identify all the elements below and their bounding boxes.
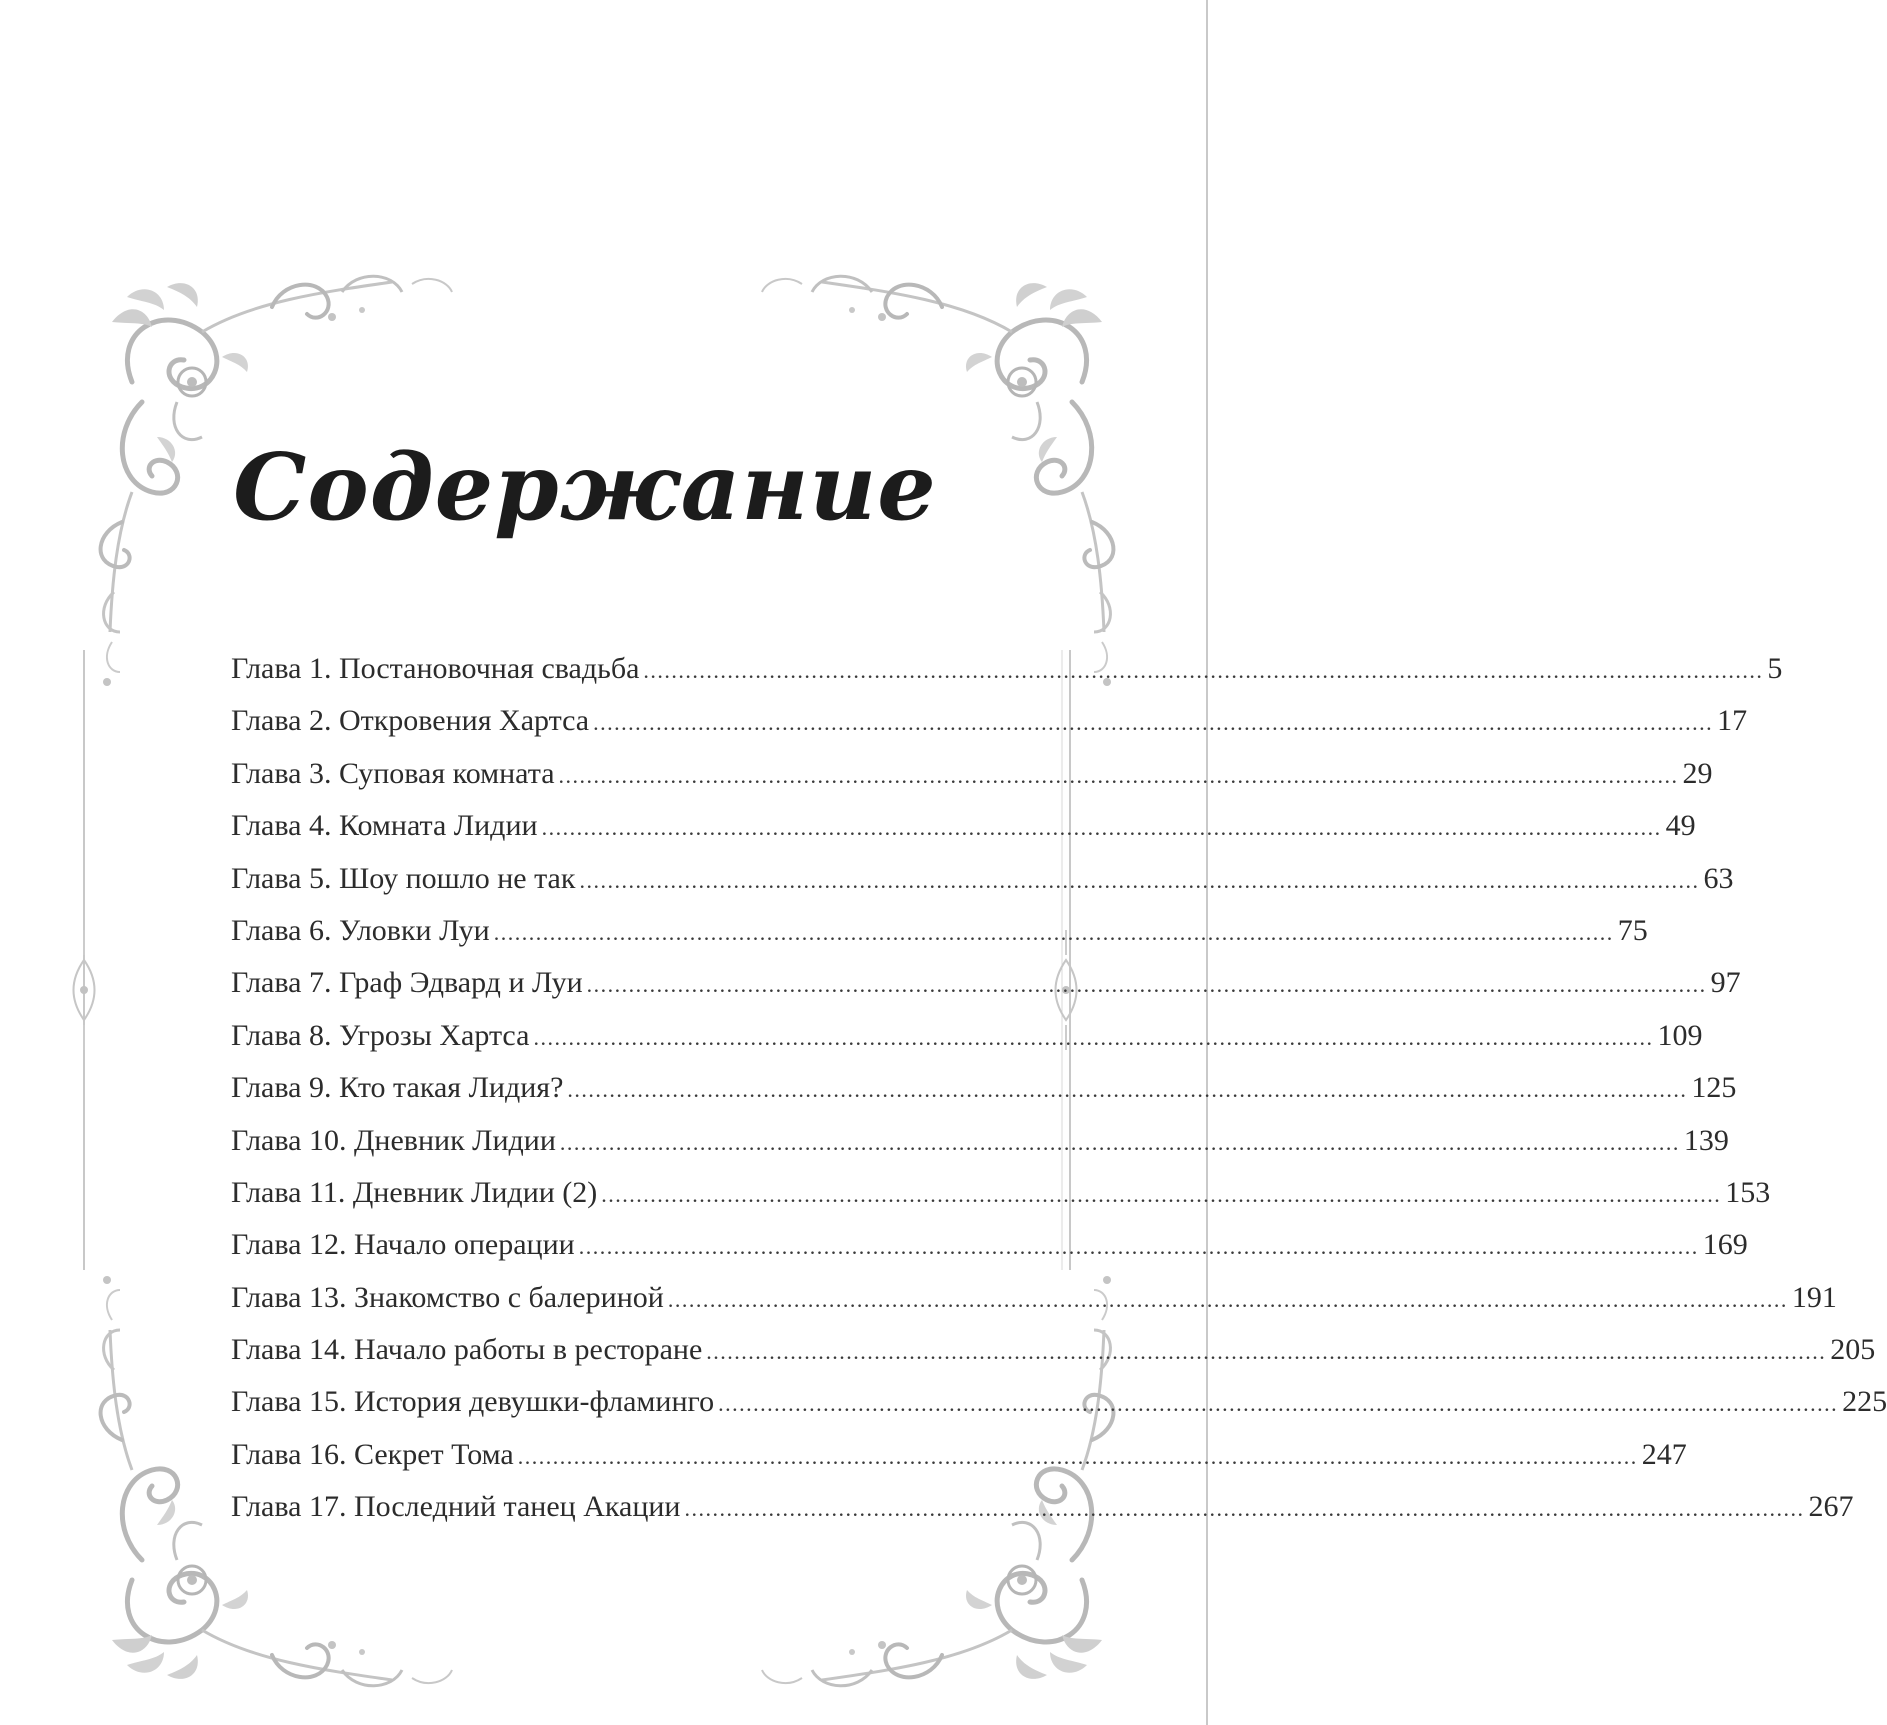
- toc-entry[interactable]: [231, 652, 1783, 704]
- toc-chapter-title: Глава 5. Шоу пошло не так: [231, 861, 576, 895]
- toc-entry[interactable]: [231, 704, 1748, 756]
- toc-entry[interactable]: [231, 1437, 1687, 1490]
- toc-dot-leader: ................................................................................................................................................................: [493, 919, 1614, 945]
- toc-chapter-title: Глава 2. Откровения Хартса: [231, 704, 590, 738]
- toc-chapter-title: Глава 9. Кто такая Лидия?: [231, 1071, 564, 1105]
- toc-page-number: 267: [1808, 1490, 1854, 1524]
- toc-dot-leader: ................................................................................................................................................................: [541, 815, 1662, 841]
- toc-chapter-title: Глава 17. Последний танец Акации: [231, 1490, 681, 1524]
- toc-entry[interactable]: [231, 1490, 1854, 1542]
- toc-dot-leader: ................................................................................................................................................................: [718, 1391, 1839, 1417]
- table-of-contents: [231, 652, 1887, 1543]
- toc-entry[interactable]: [231, 1071, 1737, 1123]
- toc-chapter-title: Глава 16. Секрет Тома: [231, 1437, 514, 1471]
- toc-entry[interactable]: [231, 1018, 1703, 1071]
- toc-page-number: 225: [1842, 1385, 1887, 1419]
- toc-entry[interactable]: [231, 861, 1734, 914]
- toc-dot-leader: ................................................................................................................................................................: [593, 710, 1714, 736]
- toc-chapter-title: Глава 3. Суповая комната: [231, 756, 555, 790]
- toc-dot-leader: ................................................................................................................................................................: [601, 1181, 1722, 1207]
- toc-dot-leader: ................................................................................................................................................................: [567, 1077, 1688, 1103]
- toc-page-number: 5: [1767, 652, 1783, 685]
- toc-chapter-title: Глава 13. Знакомство с балериной: [231, 1280, 664, 1314]
- toc-page-number: 247: [1641, 1437, 1687, 1471]
- toc-page-number: 75: [1617, 913, 1648, 947]
- toc-dot-leader: ................................................................................................................................................................: [586, 972, 1707, 998]
- toc-chapter-title: Глава 15. История девушки-фламинго: [231, 1385, 715, 1419]
- toc-page-number: 205: [1830, 1333, 1876, 1367]
- toc-dot-leader: ................................................................................................................................................................: [558, 762, 1679, 788]
- toc-page-number: 17: [1717, 704, 1748, 738]
- toc-chapter-title: Глава 8. Угрозы Хартса: [231, 1018, 530, 1052]
- toc-entry[interactable]: [231, 913, 1648, 966]
- toc-entry[interactable]: [231, 1280, 1837, 1333]
- toc-chapter-title: Глава 4. Комната Лидии: [231, 809, 538, 843]
- toc-page-number: 191: [1791, 1280, 1837, 1314]
- toc-dot-leader: ................................................................................................................................................................: [578, 1234, 1699, 1260]
- toc-entry[interactable]: [231, 1123, 1729, 1176]
- toc-dot-leader: ................................................................................................................................................................: [667, 1286, 1788, 1312]
- toc-page-number: 97: [1710, 966, 1741, 1000]
- toc-dot-leader: ................................................................................................................................................................: [517, 1443, 1638, 1469]
- toc-entry[interactable]: [231, 756, 1713, 809]
- toc-page-number: 49: [1665, 809, 1696, 843]
- toc-dot-leader: ................................................................................................................................................................: [684, 1496, 1805, 1522]
- toc-page-number: 63: [1703, 861, 1734, 895]
- toc-dot-leader: ................................................................................................................................................................: [579, 867, 1700, 893]
- toc-page-number: 169: [1702, 1228, 1748, 1262]
- toc-page-number: 139: [1683, 1123, 1729, 1157]
- toc-chapter-title: Глава 12. Начало операции: [231, 1228, 575, 1262]
- toc-entry[interactable]: [231, 1385, 1887, 1437]
- toc-dot-leader: ................................................................................................................................................................: [706, 1339, 1827, 1365]
- toc-entry[interactable]: [231, 809, 1696, 861]
- toc-page-number: 109: [1657, 1018, 1703, 1052]
- toc-chapter-title: Глава 11. Дневник Лидии (2): [231, 1175, 598, 1209]
- toc-chapter-title: Глава 1. Постановочная свадьба: [231, 652, 640, 685]
- page-title: Содержание: [233, 433, 937, 541]
- toc-chapter-title: Глава 7. Граф Эдвард и Луи: [231, 966, 583, 1000]
- toc-page-number: 29: [1682, 756, 1713, 790]
- toc-dot-leader: ................................................................................................................................................................: [533, 1024, 1654, 1050]
- toc-page-number: 125: [1691, 1071, 1737, 1105]
- toc-dot-leader: ................................................................................................................................................................: [643, 658, 1764, 683]
- toc-chapter-title: Глава 14. Начало работы в ресторане: [231, 1333, 703, 1367]
- toc-page-number: 153: [1725, 1175, 1771, 1209]
- toc-chapter-title: Глава 6. Уловки Луи: [231, 913, 490, 947]
- toc-entry[interactable]: [231, 1175, 1771, 1228]
- toc-chapter-title: Глава 10. Дневник Лидии: [231, 1123, 556, 1157]
- toc-entry[interactable]: [231, 1228, 1748, 1280]
- toc-entry[interactable]: [231, 1333, 1876, 1385]
- toc-dot-leader: ................................................................................................................................................................: [559, 1129, 1680, 1155]
- toc-entry[interactable]: [231, 966, 1741, 1018]
